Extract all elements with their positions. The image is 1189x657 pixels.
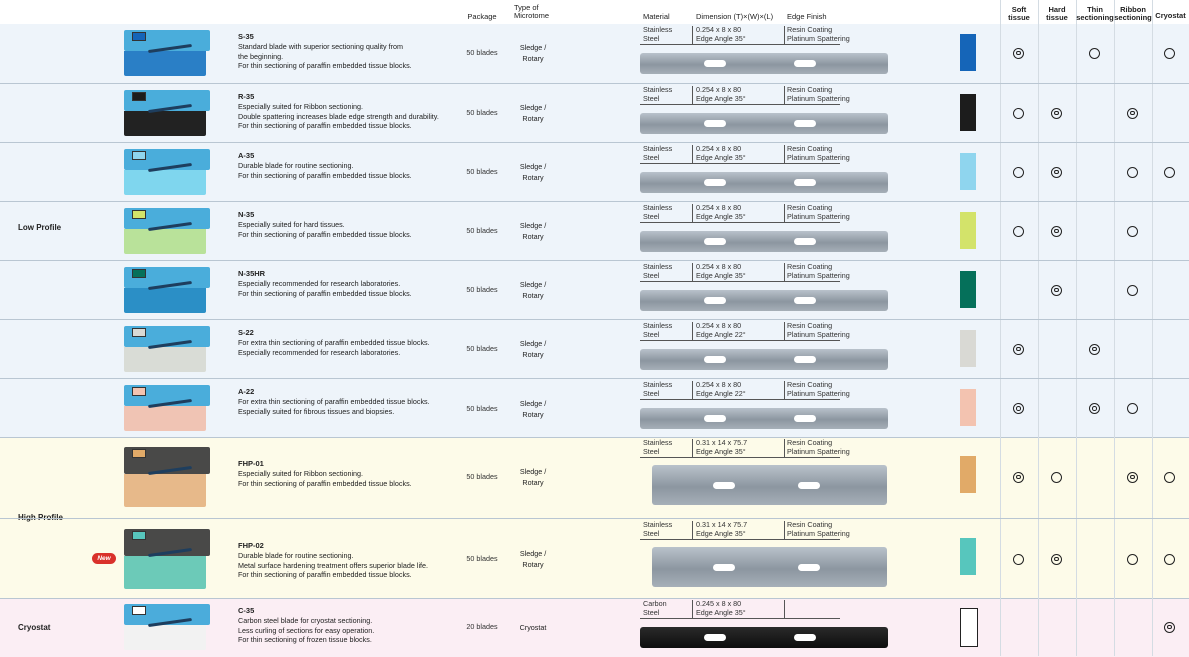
usage-mark-ribbon bbox=[1127, 167, 1138, 178]
usage-mark-ribbon bbox=[1127, 403, 1138, 414]
header-package: Package bbox=[467, 12, 497, 21]
dimension: 0.254 x 8 x 80 Edge Angle 35° bbox=[696, 144, 746, 162]
blade-dispenser-image bbox=[124, 149, 214, 195]
color-swatch bbox=[960, 94, 976, 131]
blade-dispenser-image bbox=[124, 267, 214, 313]
product-description: Standard blade with superior sectioning quality from the beginning. For thin sectioning of paraffin embedded tissue blocks. bbox=[238, 42, 412, 70]
table-row bbox=[0, 83, 1189, 142]
spec-divider bbox=[784, 26, 785, 44]
microtome-type: Cryostat bbox=[519, 623, 547, 632]
spec-divider bbox=[784, 521, 785, 539]
edge-finish: Resin Coating Platinum Spattering bbox=[787, 144, 850, 162]
package-count: 50 blades bbox=[466, 344, 498, 353]
spec-divider bbox=[692, 263, 693, 281]
product-name: N-35 bbox=[238, 210, 255, 219]
product-name: S-22 bbox=[238, 328, 254, 337]
color-swatch bbox=[960, 153, 976, 190]
product-description: For extra thin sectioning of paraffin embedded tissue blocks. Especially recommended for research laboratories. bbox=[238, 338, 430, 357]
material: Stainless Steel bbox=[643, 25, 673, 43]
package-count: 50 blades bbox=[466, 403, 498, 413]
usage-mark-cryo bbox=[1164, 622, 1175, 633]
table-row bbox=[0, 201, 1189, 260]
package-count: 50 blades bbox=[466, 554, 498, 563]
blade-dispenser-image bbox=[124, 604, 214, 650]
microtome-type: Sledge / Rotary bbox=[519, 221, 547, 241]
color-swatch bbox=[960, 608, 978, 647]
package-count: 20 blades bbox=[466, 622, 498, 631]
usage-mark-cryo bbox=[1164, 167, 1175, 178]
edge-finish: Resin Coating Platinum Spattering bbox=[787, 520, 850, 538]
blade-image bbox=[652, 465, 887, 505]
color-swatch bbox=[960, 389, 976, 426]
product-name: S-35 bbox=[238, 32, 254, 41]
microtome-type: Sledge / Rotary bbox=[519, 549, 547, 569]
color-swatch bbox=[960, 34, 976, 71]
material: Stainless Steel bbox=[643, 262, 673, 280]
usage-mark-soft bbox=[1013, 167, 1024, 178]
package-count: 50 blades bbox=[466, 472, 498, 481]
blade-image bbox=[640, 113, 888, 134]
usage-mark-thin bbox=[1089, 48, 1100, 59]
spec-divider bbox=[640, 44, 840, 45]
spec-divider bbox=[692, 86, 693, 104]
usage-mark-hard bbox=[1051, 285, 1062, 296]
header-soft-tissue: Soft tissue bbox=[1008, 5, 1030, 22]
header-microtome: Type of Microtome bbox=[514, 3, 550, 20]
microtome-type: Sledge / Rotary bbox=[519, 280, 547, 300]
product-name: C-35 bbox=[238, 606, 255, 615]
blade-dispenser-image bbox=[124, 447, 214, 507]
microtome-type: Sledge / Rotary bbox=[519, 43, 547, 63]
blade-dispenser-image bbox=[124, 90, 214, 136]
package-count: 50 blades bbox=[466, 48, 498, 57]
blade-image bbox=[640, 172, 888, 193]
usage-mark-cryo bbox=[1164, 554, 1175, 565]
color-swatch bbox=[960, 330, 976, 367]
new-badge: New bbox=[92, 553, 116, 564]
material: Stainless Steel bbox=[643, 520, 673, 538]
edge-finish: Resin Coating Platinum Spattering bbox=[787, 438, 850, 456]
product-name: R-35 bbox=[238, 92, 255, 101]
spec-divider bbox=[784, 204, 785, 222]
spec-divider bbox=[692, 381, 693, 399]
material: Carbon Steel bbox=[643, 599, 667, 617]
spec-divider bbox=[784, 600, 785, 618]
usage-mark-soft bbox=[1013, 108, 1024, 119]
spec-divider bbox=[640, 222, 840, 223]
material: Stainless Steel bbox=[643, 144, 673, 162]
section-label: High Profile bbox=[18, 513, 63, 522]
usage-mark-hard bbox=[1051, 472, 1062, 483]
product-name: FHP-02 bbox=[238, 541, 264, 550]
header-cryostat: Cryostat bbox=[1155, 11, 1186, 20]
spec-divider bbox=[692, 600, 693, 618]
spec-divider bbox=[640, 539, 840, 540]
usage-mark-hard bbox=[1051, 108, 1062, 119]
color-swatch bbox=[960, 456, 976, 493]
edge-finish: Resin Coating Platinum Spattering bbox=[787, 25, 850, 43]
spec-divider bbox=[784, 86, 785, 104]
product-name: A-35 bbox=[238, 151, 255, 160]
microtome-type: Sledge / Rotary bbox=[519, 162, 547, 182]
blade-dispenser-image bbox=[124, 385, 214, 431]
edge-finish: Resin Coating Platinum Spattering bbox=[787, 85, 850, 103]
product-description: Especially suited for Ribbon sectioning. Double spattering increases blade edge strength and durability. For thin sectioning of paraffin embedded tissue blocks. bbox=[238, 102, 439, 130]
microtome-type: Sledge / Rotary bbox=[519, 467, 547, 487]
product-name: N-35HR bbox=[238, 269, 266, 278]
dimension: 0.254 x 8 x 80 Edge Angle 35° bbox=[696, 85, 746, 103]
product-name: FHP-01 bbox=[238, 459, 264, 468]
table-row bbox=[0, 24, 1189, 82]
product-description: Durable blade for routine sectioning. For thin sectioning of paraffin embedded tissue blocks. bbox=[238, 161, 412, 180]
spec-divider bbox=[692, 145, 693, 163]
header-thin-sectioning: Thin sectioning bbox=[1076, 5, 1114, 22]
usage-mark-soft bbox=[1013, 554, 1024, 565]
material: Stainless Steel bbox=[643, 321, 673, 339]
table-row bbox=[0, 260, 1189, 319]
table-row bbox=[0, 319, 1189, 378]
usage-mark-cryo bbox=[1164, 48, 1175, 59]
color-swatch bbox=[960, 538, 976, 575]
header-dimension: Dimension (T)×(W)×(L) bbox=[696, 12, 774, 21]
microtome-type: Sledge / Rotary bbox=[519, 103, 547, 123]
usage-mark-hard bbox=[1051, 226, 1062, 237]
spec-divider bbox=[640, 163, 840, 164]
blade-dispenser-image bbox=[124, 326, 214, 372]
dimension: 0.254 x 8 x 80 Edge Angle 22° bbox=[696, 321, 746, 339]
package-count: 50 blades bbox=[466, 108, 498, 117]
product-description: Especially suited for Ribbon sectioning. For thin sectioning of paraffin embedded tissue blocks. bbox=[238, 469, 412, 488]
microtome-type: Sledge / Rotary bbox=[519, 398, 547, 419]
usage-mark-ribbon bbox=[1127, 285, 1138, 296]
color-swatch bbox=[960, 212, 976, 249]
section-label: Cryostat bbox=[18, 623, 51, 632]
blade-image bbox=[640, 290, 888, 311]
product-description: Carbon steel blade for cryostat sectioning. Less curling of sections for easy operation. For thin sectioning of frozen tissue blocks. bbox=[238, 616, 375, 644]
blade-dispenser-image bbox=[124, 529, 214, 589]
spec-divider bbox=[692, 26, 693, 44]
product-description: Especially suited for hard tissues. For thin sectioning of paraffin embedded tissue blocks. bbox=[238, 220, 412, 239]
edge-finish: Resin Coating Platinum Spattering bbox=[787, 203, 850, 221]
usage-mark-ribbon bbox=[1127, 226, 1138, 237]
spec-divider bbox=[640, 340, 840, 341]
blade-image bbox=[640, 231, 888, 252]
header-material: Material bbox=[643, 12, 670, 21]
usage-mark-soft bbox=[1013, 472, 1024, 483]
spec-divider bbox=[784, 263, 785, 281]
header-ribbon-sectioning: Ribbon sectioning bbox=[1114, 5, 1152, 22]
blade-image bbox=[652, 547, 887, 587]
blade-image bbox=[640, 408, 888, 429]
usage-mark-soft bbox=[1013, 48, 1024, 59]
usage-mark-ribbon bbox=[1127, 108, 1138, 119]
dimension: 0.254 x 8 x 80 Edge Angle 35° bbox=[696, 203, 746, 221]
blade-dispenser-image bbox=[124, 208, 214, 254]
usage-mark-cryo bbox=[1164, 472, 1175, 483]
microtome-type: Sledge / Rotary bbox=[519, 339, 547, 359]
spec-divider bbox=[640, 399, 840, 400]
edge-finish: Resin Coating Platinum Spattering bbox=[787, 321, 850, 339]
table-header bbox=[0, 0, 1189, 24]
table-row bbox=[0, 518, 1189, 599]
product-description: Especially recommended for research laboratories. For thin sectioning of paraffin embedded tissue blocks. bbox=[238, 279, 412, 298]
spec-divider bbox=[784, 381, 785, 399]
package-count: 50 blades bbox=[466, 167, 498, 176]
product-name: A-22 bbox=[238, 387, 255, 396]
spec-divider bbox=[640, 281, 840, 282]
spec-divider bbox=[784, 145, 785, 163]
spec-divider bbox=[640, 618, 840, 619]
color-swatch bbox=[960, 271, 976, 308]
material: Stainless Steel bbox=[643, 438, 673, 456]
material: Stainless Steel bbox=[643, 85, 673, 103]
product-description: For extra thin sectioning of paraffin embedded tissue blocks. Especially suited for fibrous tissues and biopsies. bbox=[238, 397, 430, 416]
dimension: 0.254 x 8 x 80 Edge Angle 35° bbox=[696, 25, 746, 43]
dimension: 0.254 x 8 x 80 Edge Angle 35° bbox=[696, 262, 746, 280]
dimension: 0.254 x 8 x 80 Edge Angle 22° bbox=[696, 380, 746, 398]
usage-mark-ribbon bbox=[1127, 554, 1138, 565]
dimension: 0.245 x 8 x 80 Edge Angle 35° bbox=[696, 599, 746, 617]
material: Stainless Steel bbox=[643, 203, 673, 221]
header-hard-tissue: Hard tissue bbox=[1046, 5, 1068, 22]
blade-image bbox=[640, 53, 888, 74]
product-description: Durable blade for routine sectioning. Metal surface hardening treatment offers superior blade life. For thin sectioning of paraffin embedded tissue blocks. bbox=[238, 551, 429, 579]
edge-finish: Resin Coating Platinum Spattering bbox=[787, 262, 850, 280]
spec-divider bbox=[640, 457, 840, 458]
usage-mark-soft bbox=[1013, 344, 1024, 355]
table-row bbox=[0, 598, 1189, 656]
usage-mark-ribbon bbox=[1127, 472, 1138, 483]
blade-image bbox=[640, 627, 888, 648]
material: Stainless Steel bbox=[643, 380, 673, 398]
table-row bbox=[0, 437, 1189, 517]
dimension: 0.31 x 14 x 75.7 Edge Angle 35° bbox=[696, 520, 748, 538]
spec-divider bbox=[692, 521, 693, 539]
dimension: 0.31 x 14 x 75.7 Edge Angle 35° bbox=[696, 438, 748, 456]
spec-divider bbox=[640, 104, 840, 105]
usage-mark-thin bbox=[1089, 403, 1100, 414]
usage-mark-soft bbox=[1013, 403, 1024, 414]
spec-divider bbox=[784, 439, 785, 457]
edge-finish: Resin Coating Platinum Spattering bbox=[787, 380, 850, 398]
spec-divider bbox=[692, 439, 693, 457]
blade-dispenser-image bbox=[124, 30, 214, 76]
usage-mark-soft bbox=[1013, 226, 1024, 237]
blade-image bbox=[640, 349, 888, 370]
section-label: Low Profile bbox=[18, 223, 62, 232]
table-row bbox=[0, 142, 1189, 201]
usage-mark-hard bbox=[1051, 554, 1062, 565]
usage-mark-thin bbox=[1089, 344, 1100, 355]
usage-mark-hard bbox=[1051, 167, 1062, 178]
spec-divider bbox=[692, 204, 693, 222]
header-edge-finish: Edge Finish bbox=[787, 12, 827, 21]
spec-divider bbox=[692, 322, 693, 340]
package-count: 50 blades bbox=[466, 285, 498, 294]
package-count: 50 blades bbox=[466, 226, 498, 235]
table-row bbox=[0, 378, 1189, 438]
spec-divider bbox=[784, 322, 785, 340]
